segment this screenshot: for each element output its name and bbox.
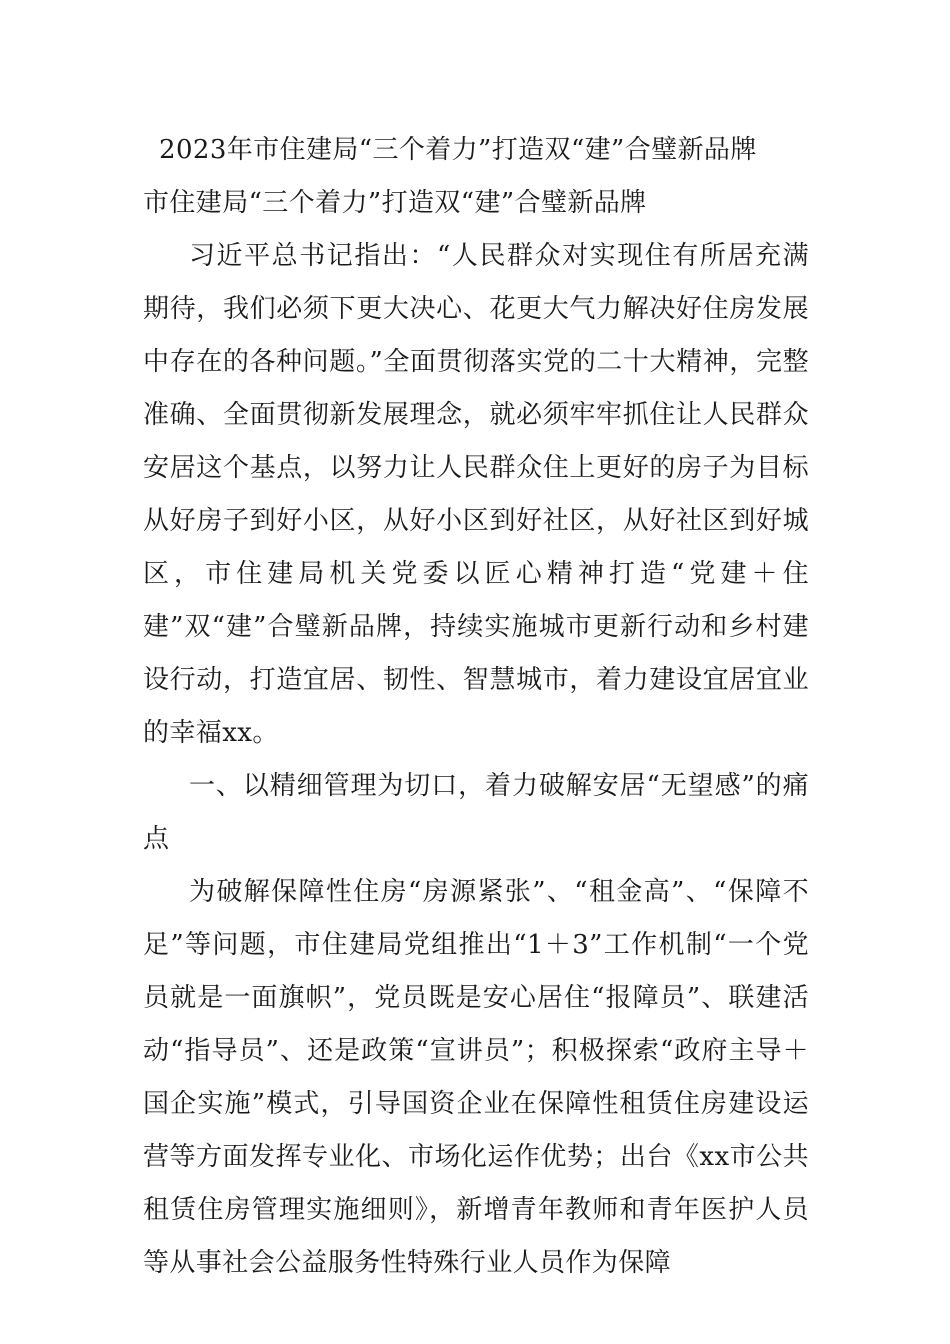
document-body (143, 124, 809, 1290)
paragraph-intro: 习近平总书记指出：“人民群众对实现住有所居充满期待，我们必须下更大决心、花更大气力解决好住房发展中存在的各种问题。”全面贯彻落实党的二十大精神，完整准确、全面贯彻新发展理念，就必须牢牢抓住让人民群众安居这个基点，以努力让人民群众住上更好的房子为目标从好房子到好小区，从好小区到好社区，从好社区到好城区，市住建局机关党委以匠心精神打造“党建＋住建”双“建”合璧新品牌，持续实施城市更新行动和乡村建设行动，打造宜居、韧性、智慧城市，着力建设宜居宜业的幸福xx。 (143, 241, 809, 748)
document-subtitle: 市住建局“三个着力”打造双“建”合璧新品牌 (143, 188, 647, 218)
paragraph-section-1: 为破解保障性住房“房源紧张”、“租金高”、“保障不足”等问题，市住建局党组推出“1＋3”工作机制“一个党员就是一面旗帜”，党员既是安心居住“报障员”、联建活动“指导员”、还是政策“宣讲员”；积极探索“政府主导＋国企实施”模式，引导国资企业在保障性租赁住房建设运营等方面发挥专业化、市场化运作优势；出台《xx市公共租赁住房管理实施细则》，新增青年教师和青年医护人员等从事社会公益服务性特殊行业人员作为保障 (143, 877, 809, 1278)
section-heading-1: 一、以精细管理为切口，着力破解安居“无望感”的痛点 (143, 771, 809, 854)
document-title: 2023年市住建局“三个着力”打造双“建”合璧新品牌 (159, 135, 757, 165)
